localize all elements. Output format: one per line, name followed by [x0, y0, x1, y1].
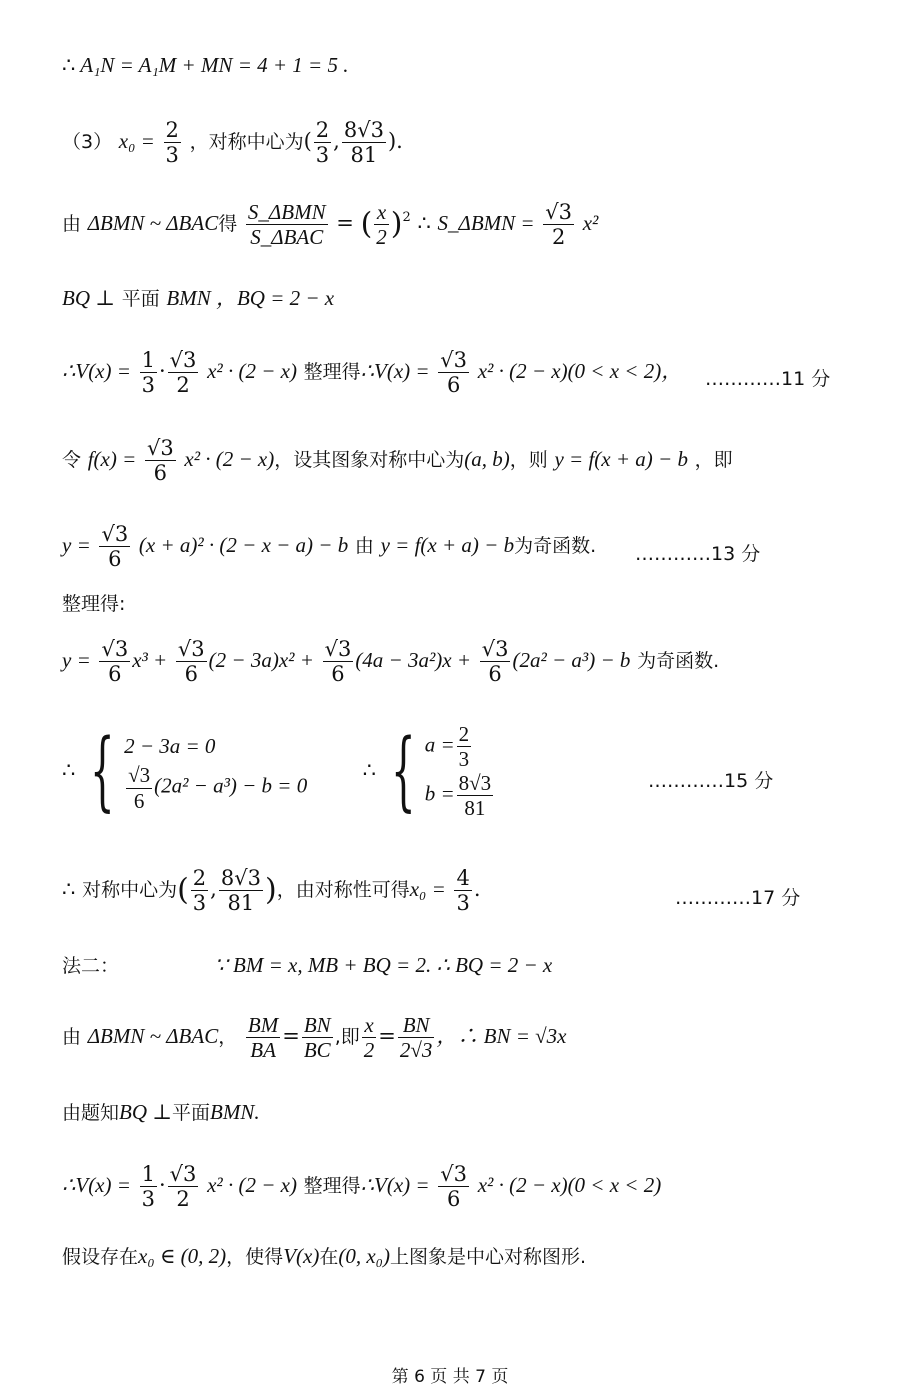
similarity-line-2: 由 ΔBMN ~ ΔBAC， $\frac{BM}{BA}$ = $\frac{BN}{BC}$ ,即 $\frac{x}{2}$ = $\frac{BN}{2√3}$ ，∴ BN = √3x — [62, 1013, 567, 1063]
a1n-expression: A₁N = A₁M + MN = 4 + 1 = 5 . — [80, 53, 349, 77]
solution-a: a = $\frac{2}{3}$ — [424, 722, 470, 772]
x0-fraction: $\frac{2}{3}$ — [165, 118, 179, 168]
system-eq2: $\frac{√3}{6}$ (2a² − a³) − b = 0 — [128, 763, 308, 813]
y-expression-line-1: y = $\frac{√3}{6}$ (x + a)² · (2 − x − a) − b 由 y = f(x + a) − b为奇函数. — [62, 522, 597, 572]
score-17: …………17 分 — [675, 887, 801, 909]
part3-label: （3） — [62, 131, 113, 154]
zhengli-label: 整理得: — [62, 593, 126, 615]
score-15: …………15 分 — [648, 770, 774, 792]
volume-line-1: ∴V(x) = $\frac{1}{3}$ · $\frac{√3}{2}$ x² · (2 − x) 整理得∴V(x) = $\frac{√3}{6}$ x² · (2 − x)(0 < x < 2)， — [62, 348, 683, 398]
score-13: …………13 分 — [635, 543, 761, 565]
line-a1n: ∴ A₁N = A₁M + MN = 4 + 1 = 5 . — [62, 53, 349, 77]
page-footer: 第 6 页 共 7 页 — [391, 1367, 509, 1387]
score-11: …………11 分 — [705, 368, 831, 390]
solution-b: b = $\frac{8√3}{81}$ — [424, 771, 492, 821]
known-line: 由题知BQ ⊥平面BMN. — [62, 1100, 260, 1124]
similarity-line-1: 由 ΔBMN ~ ΔBAC得 $\frac{\text{S\_ΔBMN}}{\text{S\_ΔBAC}}$ = ( $\frac{x}{2}$ )$^2$ ∴ S_ΔBMN = $\frac{√3}{2}$ x² — [62, 200, 599, 250]
equation-system: ∴ { 2 − 3a = 0 $\frac{√3}{6}$ (2a² − a³) − b = 0 ∴ { a = $\frac{2}{3}$ b = $\frac{8√3}{81}$ — [62, 722, 495, 821]
volume-line-2: ∴V(x) = $\frac{1}{3}$ · $\frac{√3}{2}$ x² · (2 − x) 整理得∴V(x) = $\frac{√3}{6}$ x² · (2 − x)(0 < x < 2) — [62, 1162, 662, 1212]
system-eq1: 2 − 3a = 0 — [124, 733, 216, 758]
y-expression-line-2: y = $\frac{√3}{6}$ x³ + $\frac{√3}{6}$ (2 − 3a)x² + $\frac{√3}{6}$ (4a − 3a²)x + $\frac{√3}{6}$ (2a² − a³) − b 为奇函数. — [62, 637, 720, 687]
center-line: ∴ 对称中心为( $\frac{2}{3}$ , $\frac{8√3}{81}$ )，由对称性可得x₀ = $\frac{4}{3}$ . — [62, 866, 481, 916]
part3-line: （3） x₀ = $\frac{2}{3}$ ，对称中心为( $\frac{2}{3}$ , $\frac{8√3}{81}$ ). — [62, 118, 403, 168]
assume-line: 假设存在x₀ ∈ (0, 2)，使得V(x)在(0, x₀)上图象是中心对称图形. — [62, 1244, 586, 1268]
method2-line: 法二： ∵ BM = x, MB + BQ = 2. ∴ BQ = 2 − x — [62, 953, 553, 977]
bq-perpendicular-line: BQ ⊥ 平面 BMN ，BQ = 2 − x — [62, 286, 335, 310]
method2-label: 法二： — [62, 955, 120, 977]
let-f-line: 令 f(x) = $\frac{√3}{6}$ x² · (2 − x)，设其图象对称中心为(a, b)，则 y = f(x + a) − b ，即 — [62, 436, 733, 486]
